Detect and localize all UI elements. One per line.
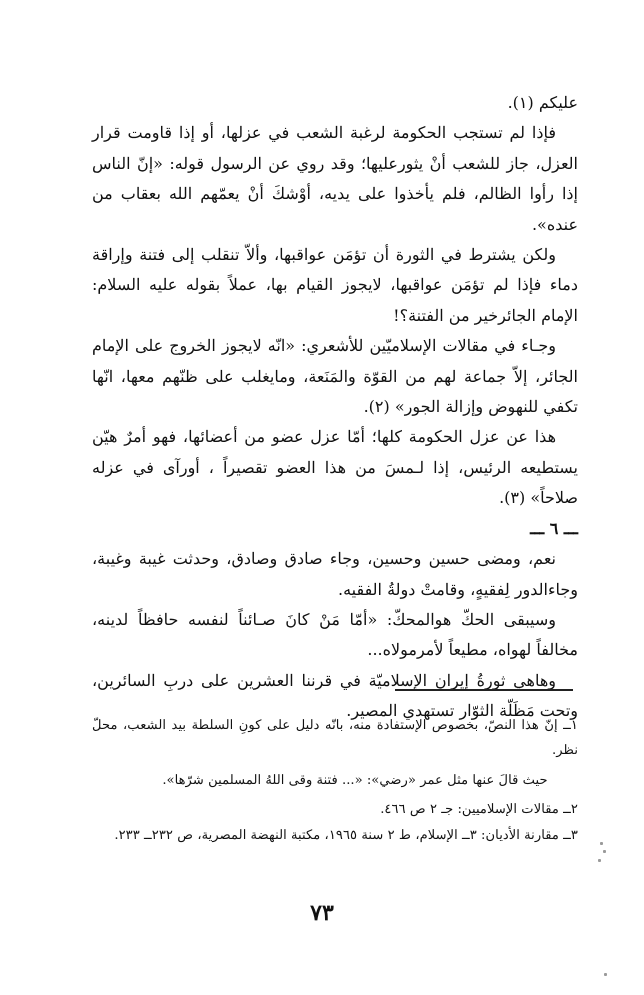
paragraph-6: نعم، ومضى حسين وحسين، وجاء صادق وصادق، وحدثت غيبة وغيبة، وجاءالدور لِفقيهٍ، وقامتْ دولةُ الفقيه. [92,549,578,599]
main-text-block [92,88,578,727]
margin-speck [603,850,606,853]
margin-speck [598,859,601,862]
paragraph-2: فإذا لم تستجب الحكومة لرغبة الشعب في عزلها، أو إذا قاومت قرار العزل، جاز للشعب أنْ يثورعليها؛ وقد روي عن الرسول قوله: «إنّ الناس إذا رأوا الظالم، فلم يأخذوا على يديه، أوْشكَ أنْ يعمّهم الله بعقاب من عنده». [92,123,578,234]
footnote-2: ٢ــ مقالات الإسلاميين: جـ ٢ ص ٤٦٦. [380,801,578,817]
margin-speck [600,842,603,845]
paragraph-3: ولكن يشترط في الثورة أن تؤمَن عواقبها، وألاّ تنقلب إلى فتنة وإراقة دماء فإذا لم تؤمَن عواقبها، لايجوز القيام بها، عملاً بقوله عليه السلام: الإمام الجائرخير من الفتنة؟! [92,245,578,325]
footnote-3: ٣ــ مقارنة الأديان: ٣ــ الإسلام، ط ٢ سنة ١٩٦٥، مكتبة النهضة المصرية، ص ٢٣٢ــ ٢٣٣. [114,828,578,844]
paragraph-1: عليكم (١). [507,93,578,112]
footnote-1-quote: حيث قالَ عنها مثل عمر «رضي»: «... فتنة وقى اللهُ المسلمين شرّها». [162,773,548,789]
margin-speck [604,973,607,976]
footnote-1: ١ــ إنّ هذا النصّ، بخصوص الإستفادة منه، بانّه دليل على كونِ السلطة بيد الشعب، محلّ نظر. [92,718,578,758]
paragraph-7: وسيبقى الحكّ هوالمحكّ: «أمّا مَنْ كانَ صـائناً لنفسه حافظاً لدينه، مخالفاً لهواه، مطيعاً لأمرمولاه... [92,609,578,660]
paragraph-5: هذا عن عزل الحكومة كلها؛ أمّا عزل عضو من أعضائها، فهو أمرٌ هيّن يستطيعه الرئيس، إذا لـمسَ من هذا العضو تقصيراً ، أورآى في عزله صلاحاً» (٣). [92,427,578,508]
footnotes-block [92,714,578,849]
paragraph-4: وجـاء في مقالات الإسلاميّين للأشعري: «انّه لايجوز الخروج على الإمام الجائر، إلاّ جماعة لهم من القوّة والمَنَعة، ومايغلب على ظنّهم معها، انّها تكفي للنهوض وإزالة الجور» (٢). [92,336,578,417]
section-marker: ـــ ٦ ـــ [530,518,578,538]
footnote-divider [395,689,573,691]
paragraph-8: وهاهي ثورةُ إيران الإسلاميّة في قرننا العشرين على دربِ السائرين، وتحت مَظَلّة الثوّار تستهدي المصير. [92,670,578,721]
page-number: ٧٣ [310,900,334,926]
